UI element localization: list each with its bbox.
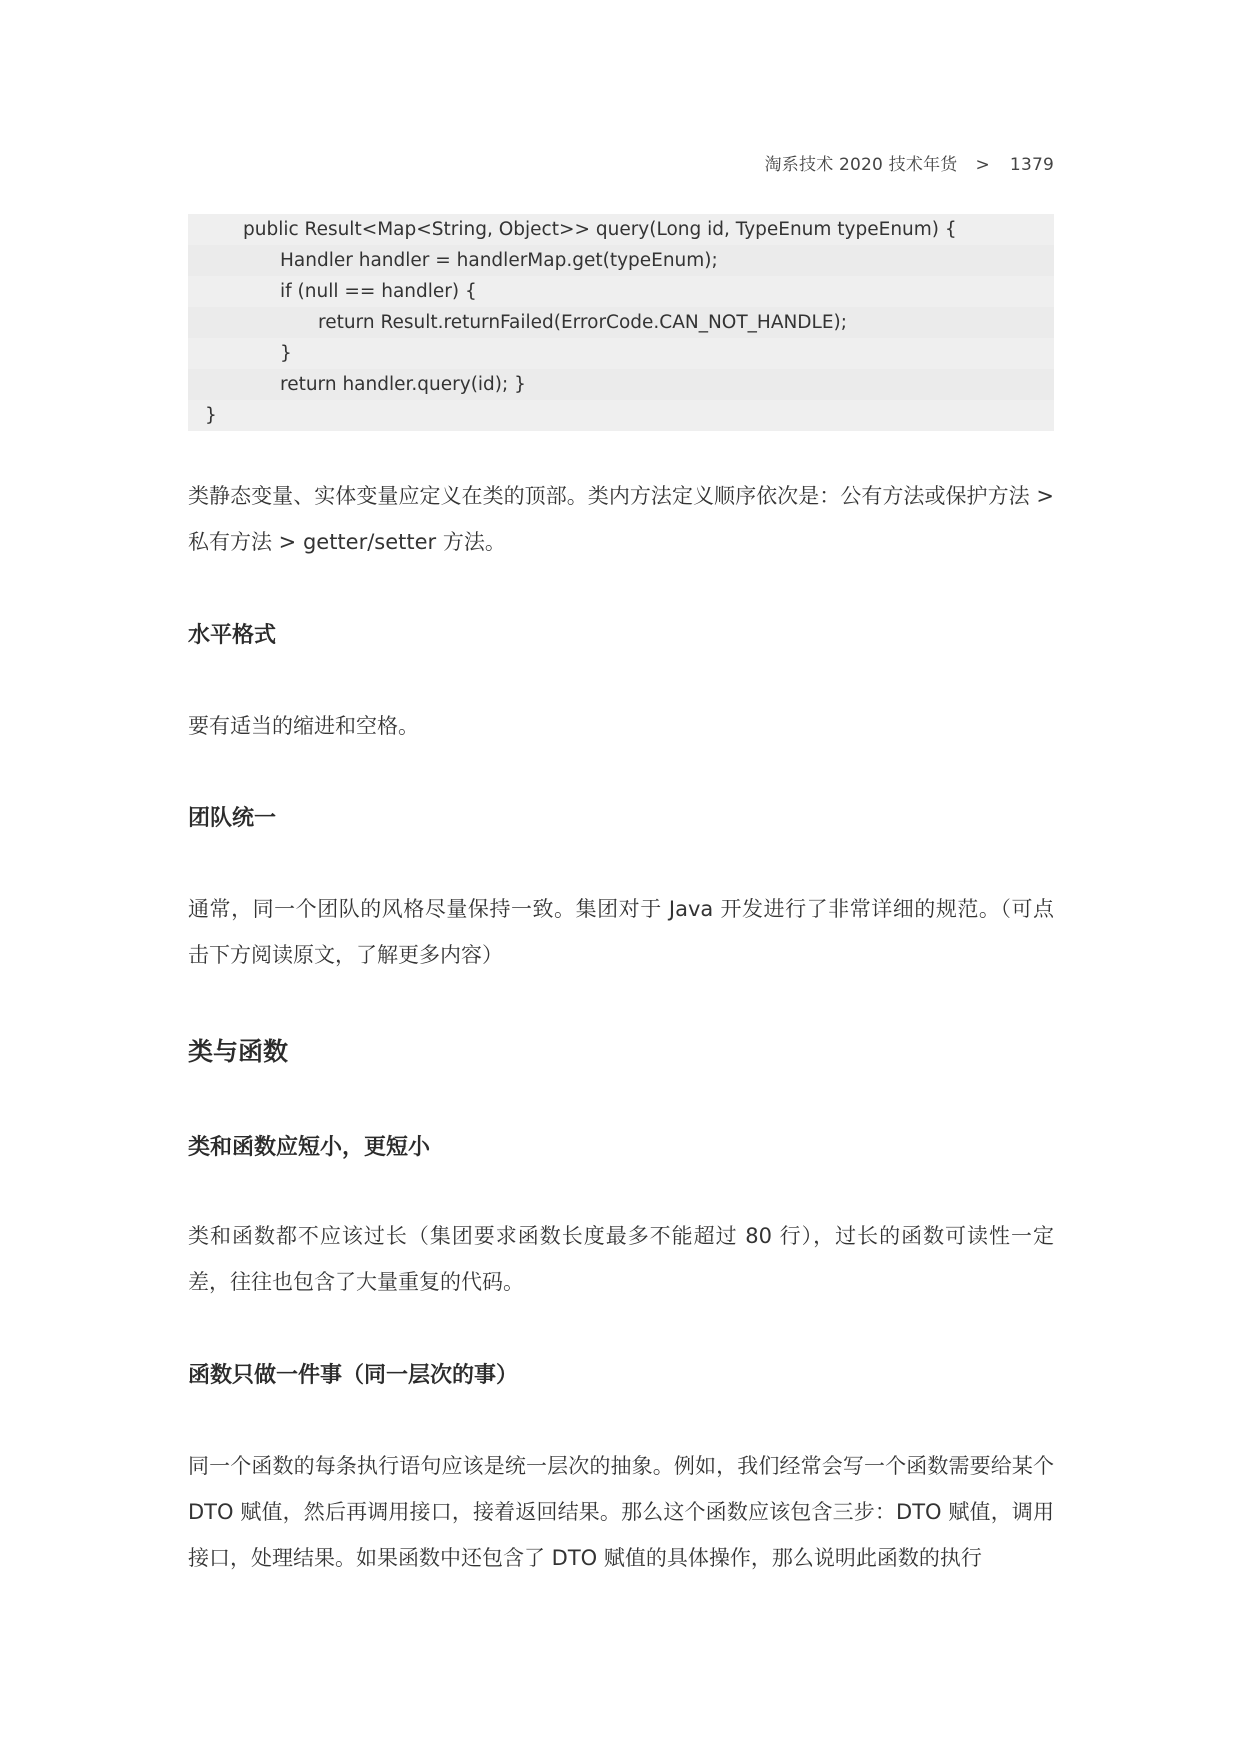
- heading-horizontal-format: 水平格式: [188, 623, 277, 648]
- paragraph-method-order: 类静态变量、实体变量应定义在类的顶部。类内方法定义顺序依次是：公有方法或保护方法 > 私有方法 > getter/setter 方法。: [188, 484, 1054, 554]
- heading-keep-short: 类和函数应短小，更短小: [188, 1135, 431, 1160]
- page-number: 1379: [1009, 155, 1054, 175]
- code-line: }: [280, 343, 292, 364]
- page-header: [765, 150, 1054, 175]
- heading-class-and-function: 类与函数: [188, 1037, 289, 1066]
- code-line: if (null == handler) {: [280, 281, 477, 302]
- paragraph-do-one-thing: 同一个函数的每条执行语句应该是统一层次的抽象。例如，我们经常会写一个函数需要给某个 DTO 赋值，然后再调用接口，接着返回结果。那么这个函数应该包含三步：DTO 赋值，调用接口，处理结果。如果函数中还包含了 DTO 赋值的具体操作，那么说明此函数的执行: [188, 1454, 1054, 1570]
- header-separator: >: [975, 155, 990, 175]
- code-line: return handler.query(id); }: [188, 369, 1054, 400]
- code-line: Handler handler = handlerMap.get(typeEnum);: [188, 245, 1054, 276]
- code-line: }: [205, 405, 217, 426]
- heading-do-one-thing: 函数只做一件事（同一层次的事）: [188, 1363, 519, 1388]
- paragraph-horizontal-format: 要有适当的缩进和空格。: [188, 714, 419, 738]
- code-line: return Result.returnFailed(ErrorCode.CAN_NOT_HANDLE);: [188, 307, 1054, 338]
- paragraph-team-unity: 通常，同一个团队的风格尽量保持一致。集团对于 Java 开发进行了非常详细的规范。（可点击下方阅读原文，了解更多内容）: [188, 897, 1054, 967]
- book-title: 淘系技术 2020 技术年货: [764, 155, 958, 175]
- code-line: public Result<Map<String, Object>> query(Long id, TypeEnum typeEnum) {: [243, 219, 957, 240]
- heading-team-unity: 团队统一: [188, 806, 277, 831]
- paragraph-keep-short: 类和函数都不应该过长（集团要求函数长度最多不能超过 80 行），过长的函数可读性一定差，往往也包含了大量重复的代码。: [188, 1224, 1054, 1294]
- code-block: [188, 214, 1054, 431]
